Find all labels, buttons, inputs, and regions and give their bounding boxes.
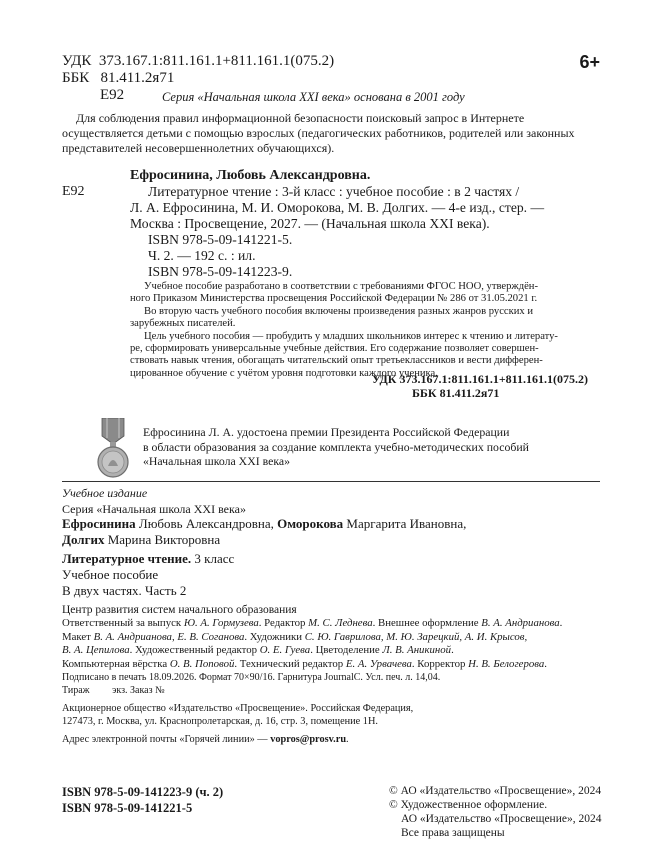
credit-role: . Корректор <box>411 657 469 670</box>
author-rest: Маргарита Ивановна, <box>343 516 467 531</box>
catalog-title-line: Л. А. Ефросинина, М. И. Оморокова, М. В. Долгих. — 4-е изд., стер. — <box>130 200 545 215</box>
catalog-title-line: Литературное чтение : 3-й класс : учебное пособие : в 2 частях / <box>148 184 520 199</box>
award-note <box>143 425 529 469</box>
author-rest: Любовь Александровна, <box>135 516 278 531</box>
credits-line <box>62 658 562 672</box>
credit-name: В. А. Андрианова <box>481 617 560 629</box>
publisher-line: 127473, г. Москва, ул. Краснопролетарская, д. 16, стр. 3, помещение 1Н. <box>62 716 378 727</box>
credit-role: . <box>451 644 454 656</box>
order-label: экз. Заказ № <box>112 685 165 696</box>
footer-isbn <box>62 784 223 816</box>
credit-name: М. С. Леднева <box>308 617 373 629</box>
udk-label: УДК <box>62 53 92 69</box>
award-line: в области образования за создание комплекта учебно-методических пособий <box>143 439 529 454</box>
credit-name: Ю. А. Гормузева <box>183 617 259 629</box>
credit-name: О. Е. Гуева <box>259 644 311 656</box>
credit-name: Е. А. Урвачева <box>345 657 412 670</box>
age-rating: 6+ <box>579 52 600 72</box>
safety-note <box>62 111 575 156</box>
copyright-line: Все права защищены <box>401 827 505 839</box>
award-line: «Начальная школа XXI века» <box>143 454 291 468</box>
credit-role: . Художники <box>244 630 305 643</box>
credit-role: Ответственный за выпуск <box>62 617 184 629</box>
series-note: Серия «Начальная школа XXI века» основана в 2001 году <box>162 90 465 104</box>
abstract-line: ствовать навык чтения, обогащать читательский опыт третьеклассников и вести дифферен- <box>130 355 543 367</box>
credit-role: . Художественный редактор <box>129 644 260 656</box>
catalog-author: Ефросинина, Любовь Александровна. <box>130 168 371 183</box>
isbn-part: ISBN 978-5-09-141223-9. <box>148 264 293 279</box>
copyright-line: © АО «Издательство «Просвещение», 2024 <box>389 785 602 797</box>
award-line: Ефросинина Л. А. удостоена премии Президента Российской Федерации <box>143 425 510 439</box>
credits-line <box>62 644 562 658</box>
imprint-divider <box>62 481 600 482</box>
abstract-line: Во вторую часть учебного пособия включены произведения разных жанров русских и <box>144 305 534 317</box>
safety-line: Для соблюдения правил информационной безопасности поисковый запрос в Интернете <box>76 111 525 125</box>
credit-role: . Технический редактор <box>234 657 346 670</box>
isbn-set: ISBN 978-5-09-141221-5. <box>148 232 293 247</box>
credits-line <box>62 617 562 631</box>
publisher-address <box>62 702 413 728</box>
bbk-right: ББК 81.411.2я71 <box>412 386 500 400</box>
circulation-line <box>62 685 165 696</box>
credit-role: . Цветоделение <box>310 644 383 656</box>
imprint-title <box>62 551 234 599</box>
safety-line: представителей несовершеннолетних обучающихся). <box>62 141 335 155</box>
credit-role: Макет <box>62 630 94 643</box>
credit-role: . <box>559 617 563 629</box>
hotline <box>62 734 349 745</box>
book-type: Учебное пособие <box>62 567 159 582</box>
credit-name: В. А. Цепилова <box>62 644 130 656</box>
imprint-series: Серия «Начальная школа XXI века» <box>62 502 246 516</box>
book-title: Литературное чтение. <box>62 551 192 566</box>
abstract-line: зарубежных писателей. <box>130 318 236 330</box>
abstract-line: Цель учебного пособия — пробудить у младших школьников интерес к чтению и литерату- <box>144 330 558 342</box>
copyright-line: АО «Издательство «Просвещение», 2024 <box>401 813 602 825</box>
part-pages: Ч. 2. — 192 с. : ил. <box>148 248 256 263</box>
credit-role: . Внешнее оформление <box>372 617 482 629</box>
isbn-line: ISBN 978-5-09-141223-9 (ч. 2) <box>62 785 224 799</box>
author-surname: Ефросинина <box>62 516 136 531</box>
isbn-line: ISBN 978-5-09-141221-5 <box>62 801 193 815</box>
credit-name: Л. В. Аникиной <box>382 644 452 656</box>
catalog-title-line: Москва : Просвещение, 2027. — (Начальная школа XXI века). <box>130 216 490 231</box>
book-parts: В двух частях. Часть 2 <box>62 583 187 598</box>
catalog-abstract <box>130 281 558 380</box>
publisher-line: Акционерное общество «Издательство «Просвещение». Российская Федерация, <box>62 703 414 714</box>
circulation-label: Тираж <box>62 685 90 696</box>
abstract-line: Учебное пособие разработано в соответствии с требованиями ФГОС НОО, утверждён- <box>144 281 539 292</box>
copyright-line: © Художественное оформление. <box>389 799 548 811</box>
copyright <box>389 784 601 840</box>
catalog-title <box>130 184 545 280</box>
bbk-label: ББК <box>62 70 90 86</box>
credit-name: С. Ю. Гаврилова, М. Ю. Зарецкий, А. И. Крысов, <box>304 630 528 643</box>
hotline-email[interactable]: vopros@prosv.ru <box>270 734 347 745</box>
medal-icon <box>96 418 130 480</box>
credit-name: Н. В. Белогерова <box>468 657 545 670</box>
credit-name: О. В. Поповой <box>169 657 235 670</box>
udk-header <box>62 52 334 70</box>
credits-line <box>62 631 562 645</box>
author-surname: Оморокова <box>277 516 344 531</box>
abstract-line: цированное обучение с учётом уровня подготовки каждого ученика. <box>130 367 438 379</box>
author-rest: Марина Викторовна <box>104 532 221 547</box>
udk-right: УДК 373.167.1:811.161.1+811.161.1(075.2) <box>371 372 588 386</box>
credit-role: Компьютерная вёрстка <box>62 657 170 670</box>
bbk-header <box>62 69 174 87</box>
bbk-value: 81.411.2я71 <box>100 70 175 86</box>
safety-line: осуществляется детьми с помощью взрослых (педагогических работников, родителей или законных <box>62 126 575 140</box>
header-code: Е92 <box>100 87 125 103</box>
book-grade: 3 класс <box>191 551 235 566</box>
credit-name: В. А. Андрианова, Е. В. Соганова <box>93 630 245 643</box>
abstract-line: ного Приказом Министерства просвещения Российской Федерации № 286 от 31.05.2021 г. <box>130 293 538 305</box>
imprint-credits <box>62 617 562 671</box>
author-surname: Долгих <box>62 532 105 547</box>
print-info: Подписано в печать 18.09.2026. Формат 70×90/16. Гарнитура JournalC. Усл. печ. л. 14,04. <box>62 672 441 683</box>
abstract-line: ре, сформировать универсальные учебные действия. Его содержание позволяет совершен- <box>130 343 539 355</box>
udk-value: 373.167.1:811.161.1+811.161.1(075.2) <box>98 53 335 69</box>
catalog-code: Е92 <box>62 184 85 199</box>
edition-type: Учебное издание <box>62 486 148 500</box>
imprint-authors <box>62 516 466 548</box>
hotline-end: . <box>346 734 349 745</box>
hotline-label: Адрес электронной почты «Горячей линии» — <box>62 734 271 745</box>
imprint-center: Центр развития систем начального образования <box>62 604 297 616</box>
credit-role: . <box>544 657 547 670</box>
credit-role: . Редактор <box>258 617 309 629</box>
